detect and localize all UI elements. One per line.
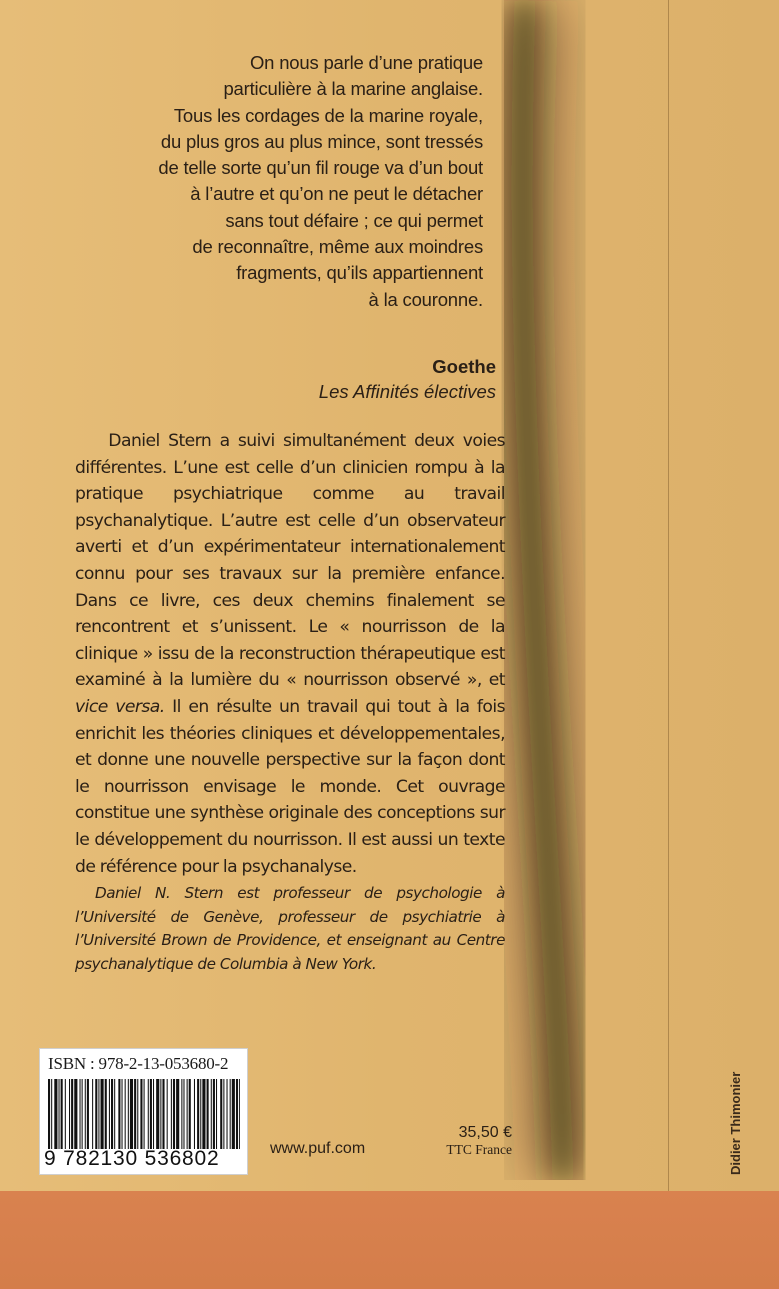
epigraph-work: Les Affinités électives [318, 381, 496, 402]
epigraph-attribution [319, 354, 496, 404]
author-bio [75, 882, 505, 976]
barcode-digits: 9 782130 536802 [44, 1147, 220, 1170]
epigraph-line: particulière à la marine anglaise. [223, 78, 483, 100]
epigraph [63, 50, 483, 313]
price-amount: 35,50 € [458, 1124, 512, 1141]
barcode-box [39, 1048, 248, 1175]
publisher-website[interactable]: www.puf.com [270, 1140, 366, 1157]
description-text-1: Daniel Stern a suivi simultanément deux voies différentes. L’une est celle d’un clinicien rompu à la pratique psychiatrique comme au travail psychanalytique. L’autre est celle d’un observateur averti et d’un expérimentateur internationalement connu pour ses travaux sur la première enfance. Dans ce livre, ces deux chemins finalement se rencontrent et s’unissent. Le « nourrisson de la clinique » issu de la reconstruction thérapeutique est examiné à la lumière du « nourrisson observé », et [75, 431, 505, 691]
book-description [75, 428, 505, 880]
epigraph-line: à l’autre et qu’on ne peut le détacher [190, 183, 483, 205]
epigraph-line: de reconnaître, même aux moindres [192, 236, 483, 258]
epigraph-line: sans tout défaire ; ce qui permet [225, 209, 483, 231]
cover-credit: Didier Thimonier [728, 1071, 743, 1175]
epigraph-line: Tous les cordages de la marine royale, [173, 104, 483, 126]
epigraph-line: à la couronne. [368, 288, 483, 310]
epigraph-line: du plus gros au plus mince, sont tressés [160, 130, 483, 152]
description-text-2: Il en résulte un travail qui tout à la fois enrichit les théories cliniques et développementales, et donne une nouvelle perspective sur la façon dont le nourrisson envisage le monde. Cet ouvrage constitue une synthèse originale des conceptions sur le développement du nourrisson. Il est aussi un texte de référence pour la psychanalyse. [75, 696, 505, 877]
price-block [432, 1124, 512, 1158]
epigraph-author: Goethe [432, 356, 496, 377]
epigraph-line: fragments, qu’ils appartiennent [236, 262, 483, 284]
barcode-bars [48, 1079, 240, 1149]
bottom-color-band [0, 1191, 779, 1289]
fold-line [668, 0, 669, 1191]
description-italic: vice versa. [75, 696, 165, 717]
price-tax: TTC France [446, 1142, 512, 1157]
isbn-label: ISBN : 978-2-13-053680-2 [48, 1054, 229, 1073]
bio-paragraph: Daniel N. Stern est professeur de psychologie à l’Université de Genève, professeur de psychiatrie à l’Université Brown de Providence, et enseignant au Centre psychanalytique de Columbia à New York. [75, 884, 505, 973]
epigraph-line: de telle sorte qu’un fil rouge va d’un bout [158, 157, 483, 179]
epigraph-line: On nous parle d’une pratique [249, 52, 483, 73]
description-paragraph [75, 428, 505, 880]
